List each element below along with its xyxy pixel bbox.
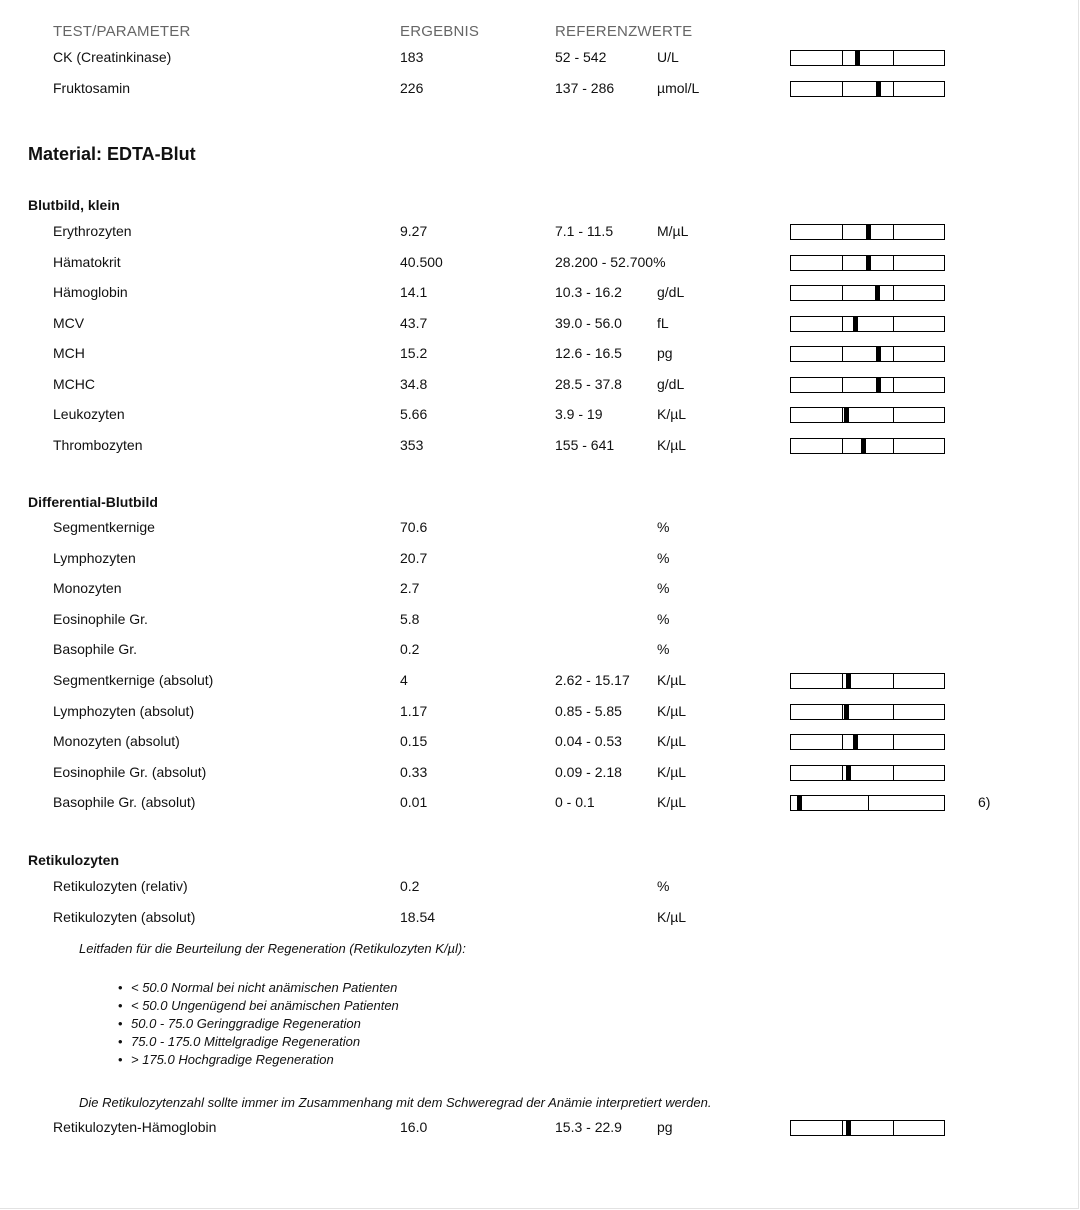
range-divider <box>842 408 843 422</box>
footnote-reference: 6) <box>978 794 991 811</box>
unit: K/µL <box>657 908 687 925</box>
reference-range-bar <box>790 50 945 66</box>
unit: pg <box>657 1119 673 1135</box>
range-divider <box>842 378 843 392</box>
guide-item: • 75.0 - 175.0 Mittelgradige Regeneration <box>118 1033 399 1051</box>
unit: % <box>657 641 670 658</box>
result-value: 18.54 <box>400 908 436 925</box>
result-value: 16.0 <box>400 1119 428 1135</box>
test-name: Retikulozyten-Hämoglobin <box>53 1119 217 1135</box>
section-title-retikulozyten: Retikulozyten <box>28 852 120 868</box>
range-divider <box>893 439 894 453</box>
unit: % <box>657 610 670 627</box>
test-name: Basophile Gr. (absolut) <box>53 794 196 811</box>
unit: M/µL <box>657 223 689 239</box>
range-divider <box>842 439 843 453</box>
result-row-segmentkernige-absolut <box>0 672 1080 692</box>
reference-range: 28.200 - 52.700% <box>555 253 666 270</box>
test-name: Hämatokrit <box>53 253 121 270</box>
result-row-mch <box>0 345 1080 365</box>
result-row-retikulozyten-absolut <box>0 909 1080 929</box>
reticulocyte-interpretation-note: Die Retikulozytenzahl sollte immer im Zusammenhang mit dem Schweregrad der Anämie interpretiert werden. <box>79 1095 712 1110</box>
result-value: 5.8 <box>400 610 420 627</box>
unit: K/µL <box>657 406 687 422</box>
result-row-eosinophile-gr <box>0 611 1080 631</box>
range-divider <box>842 225 843 239</box>
test-name: Basophile Gr. <box>53 641 138 658</box>
test-name: Retikulozyten (absolut) <box>53 908 196 925</box>
result-row-retikulozyten-relativ <box>0 878 1080 898</box>
unit: % <box>657 878 670 894</box>
result-row-basophile-gr-absolut <box>0 794 1080 814</box>
result-marker <box>846 1121 851 1135</box>
result-value: 9.27 <box>400 223 428 239</box>
test-name: Eosinophile Gr. <box>53 610 148 627</box>
reference-range-bar <box>790 1120 945 1136</box>
result-row-segmentkernige <box>0 519 1080 539</box>
range-divider <box>893 51 894 65</box>
range-divider <box>893 82 894 96</box>
result-value: 4 <box>400 672 408 688</box>
unit: g/dL <box>657 375 685 392</box>
result-marker <box>844 408 849 422</box>
test-name: Erythrozyten <box>53 223 132 239</box>
unit: K/µL <box>657 733 687 750</box>
material-title: Material: EDTA-Blut <box>28 144 196 164</box>
reference-range: 0.09 - 2.18 <box>555 763 622 780</box>
range-divider <box>842 766 843 780</box>
range-divider <box>842 705 843 719</box>
test-name: Eosinophile Gr. (absolut) <box>53 763 207 780</box>
unit: K/µL <box>657 763 687 780</box>
test-name: Segmentkernige (absolut) <box>53 672 214 688</box>
result-row-eosinophile-gr-absolut <box>0 764 1080 784</box>
reference-range: 28.5 - 37.8 <box>555 375 622 392</box>
result-marker <box>876 347 881 361</box>
guide-item: • > 175.0 Hochgradige Regeneration <box>118 1051 399 1069</box>
reference-range: 10.3 - 16.2 <box>555 284 622 300</box>
test-name: Retikulozyten (relativ) <box>53 878 188 894</box>
reference-range-bar <box>790 316 945 332</box>
reference-range: 0.04 - 0.53 <box>555 733 622 750</box>
unit: % <box>657 580 670 597</box>
result-row-erythrozyten <box>0 223 1080 243</box>
result-marker <box>846 766 851 780</box>
reference-range-bar <box>790 438 945 454</box>
reference-range: 137 - 286 <box>555 79 615 96</box>
result-value: 5.66 <box>400 406 428 422</box>
result-value: 0.33 <box>400 763 428 780</box>
reference-range: 39.0 - 56.0 <box>555 314 622 331</box>
section-title-differential: Differential-Blutbild <box>28 494 158 510</box>
header-result: ERGEBNIS <box>400 23 480 40</box>
result-row-mchc <box>0 376 1080 396</box>
test-name: Thrombozyten <box>53 436 143 453</box>
range-divider <box>893 674 894 688</box>
reference-range-bar <box>790 673 945 689</box>
reference-range: 12.6 - 16.5 <box>555 345 622 361</box>
reference-range: 7.1 - 11.5 <box>555 223 614 239</box>
result-row-lymphozyten-absolut <box>0 703 1080 723</box>
unit: µmol/L <box>657 79 700 96</box>
result-marker <box>875 286 880 300</box>
range-divider <box>893 735 894 749</box>
result-value: 353 <box>400 436 424 453</box>
reference-range-bar <box>790 765 945 781</box>
range-divider <box>893 408 894 422</box>
result-marker <box>846 674 851 688</box>
result-row-mcv <box>0 315 1080 335</box>
result-marker <box>855 51 860 65</box>
reference-range: 155 - 641 <box>555 436 615 453</box>
result-row-monozyten <box>0 580 1080 600</box>
section-title-blutbild: Blutbild, klein <box>28 197 120 213</box>
reference-range: 52 - 542 <box>555 49 607 65</box>
guide-item: • < 50.0 Normal bei nicht anämischen Patienten <box>118 979 399 997</box>
result-value: 0.15 <box>400 733 428 750</box>
result-row-leukozyten <box>0 406 1080 426</box>
result-marker <box>866 225 871 239</box>
test-name: Fruktosamin <box>53 79 131 96</box>
regeneration-guide-list <box>118 979 399 1069</box>
range-divider <box>893 1121 894 1135</box>
range-divider <box>842 317 843 331</box>
result-row-lymphozyten <box>0 550 1080 570</box>
unit: U/L <box>657 49 679 65</box>
result-row-haematokrit <box>0 254 1080 274</box>
unit: % <box>657 549 670 566</box>
unit: fL <box>657 314 669 331</box>
regeneration-guide-title: Leitfaden für die Beurteilung der Regeneration (Retikulozyten K/µl): <box>79 941 466 956</box>
test-name: CK (Creatinkinase) <box>53 49 172 65</box>
test-name: MCV <box>53 314 85 331</box>
result-value: 0.01 <box>400 794 428 811</box>
reference-range-bar <box>790 377 945 393</box>
result-row-ck-creatinkinase <box>0 49 1080 69</box>
range-divider <box>842 256 843 270</box>
result-row-fruktosamin <box>0 80 1080 100</box>
result-value: 20.7 <box>400 549 428 566</box>
unit: K/µL <box>657 702 687 719</box>
range-divider <box>842 347 843 361</box>
guide-item: • < 50.0 Ungenügend bei anämischen Patienten <box>118 997 399 1015</box>
result-marker <box>866 256 871 270</box>
unit: % <box>657 519 670 535</box>
test-name: MCH <box>53 345 85 361</box>
result-marker <box>844 705 849 719</box>
range-divider <box>842 735 843 749</box>
test-name: Lymphozyten (absolut) <box>53 702 195 719</box>
result-value: 40.500 <box>400 253 443 270</box>
result-marker <box>853 735 858 749</box>
result-value: 15.2 <box>400 345 428 361</box>
reference-range-bar <box>790 704 945 720</box>
reference-range: 0.85 - 5.85 <box>555 702 622 719</box>
range-divider <box>842 286 843 300</box>
result-value: 43.7 <box>400 314 428 331</box>
unit: K/µL <box>657 436 687 453</box>
reference-range-bar <box>790 795 945 811</box>
reference-range-bar <box>790 81 945 97</box>
test-name: Monozyten <box>53 580 122 597</box>
reference-range: 2.62 - 15.17 <box>555 672 630 688</box>
reference-range-bar <box>790 285 945 301</box>
result-row-basophile-gr <box>0 641 1080 661</box>
result-marker <box>797 796 802 810</box>
result-value: 183 <box>400 49 424 65</box>
range-divider <box>893 705 894 719</box>
reference-range-bar <box>790 407 945 423</box>
range-divider <box>893 286 894 300</box>
test-name: MCHC <box>53 375 95 392</box>
result-marker <box>853 317 858 331</box>
header-test-parameter: TEST/PARAMETER <box>53 23 191 40</box>
result-value: 14.1 <box>400 284 428 300</box>
unit: K/µL <box>657 672 687 688</box>
reference-range-bar <box>790 255 945 271</box>
unit: g/dL <box>657 284 685 300</box>
reference-range: 15.3 - 22.9 <box>555 1119 622 1135</box>
result-row-thrombozyten <box>0 437 1080 457</box>
unit: K/µL <box>657 794 687 811</box>
result-marker <box>876 82 881 96</box>
reference-range: 0 - 0.1 <box>555 794 595 811</box>
range-divider <box>842 1121 843 1135</box>
range-divider <box>893 225 894 239</box>
reference-range: 3.9 - 19 <box>555 406 603 422</box>
test-name: Leukozyten <box>53 406 125 422</box>
header-reference: REFERENZWERTE <box>555 23 693 40</box>
guide-item: • 50.0 - 75.0 Geringgradige Regeneration <box>118 1015 399 1033</box>
result-marker <box>876 378 881 392</box>
test-name: Segmentkernige <box>53 519 155 535</box>
range-divider <box>893 317 894 331</box>
reference-range-bar <box>790 224 945 240</box>
reference-range-bar <box>790 734 945 750</box>
range-divider <box>893 766 894 780</box>
result-value: 34.8 <box>400 375 428 392</box>
result-value: 0.2 <box>400 878 420 894</box>
result-value: 0.2 <box>400 641 420 658</box>
range-divider <box>842 674 843 688</box>
result-value: 70.6 <box>400 519 428 535</box>
reference-range-bar <box>790 346 945 362</box>
unit: pg <box>657 345 673 361</box>
result-value: 2.7 <box>400 580 420 597</box>
range-divider <box>893 378 894 392</box>
test-name: Hämoglobin <box>53 284 128 300</box>
test-name: Lymphozyten <box>53 549 136 566</box>
range-divider <box>842 82 843 96</box>
result-value: 1.17 <box>400 702 428 719</box>
range-divider <box>893 347 894 361</box>
test-name: Monozyten (absolut) <box>53 733 180 750</box>
result-value: 226 <box>400 79 424 96</box>
result-row-haemoglobin <box>0 284 1080 304</box>
result-row-retikulozyten-haemoglobin <box>0 1119 1080 1139</box>
result-marker <box>861 439 866 453</box>
range-divider <box>893 256 894 270</box>
range-divider <box>868 796 869 810</box>
range-divider <box>842 51 843 65</box>
result-row-monozyten-absolut <box>0 733 1080 753</box>
